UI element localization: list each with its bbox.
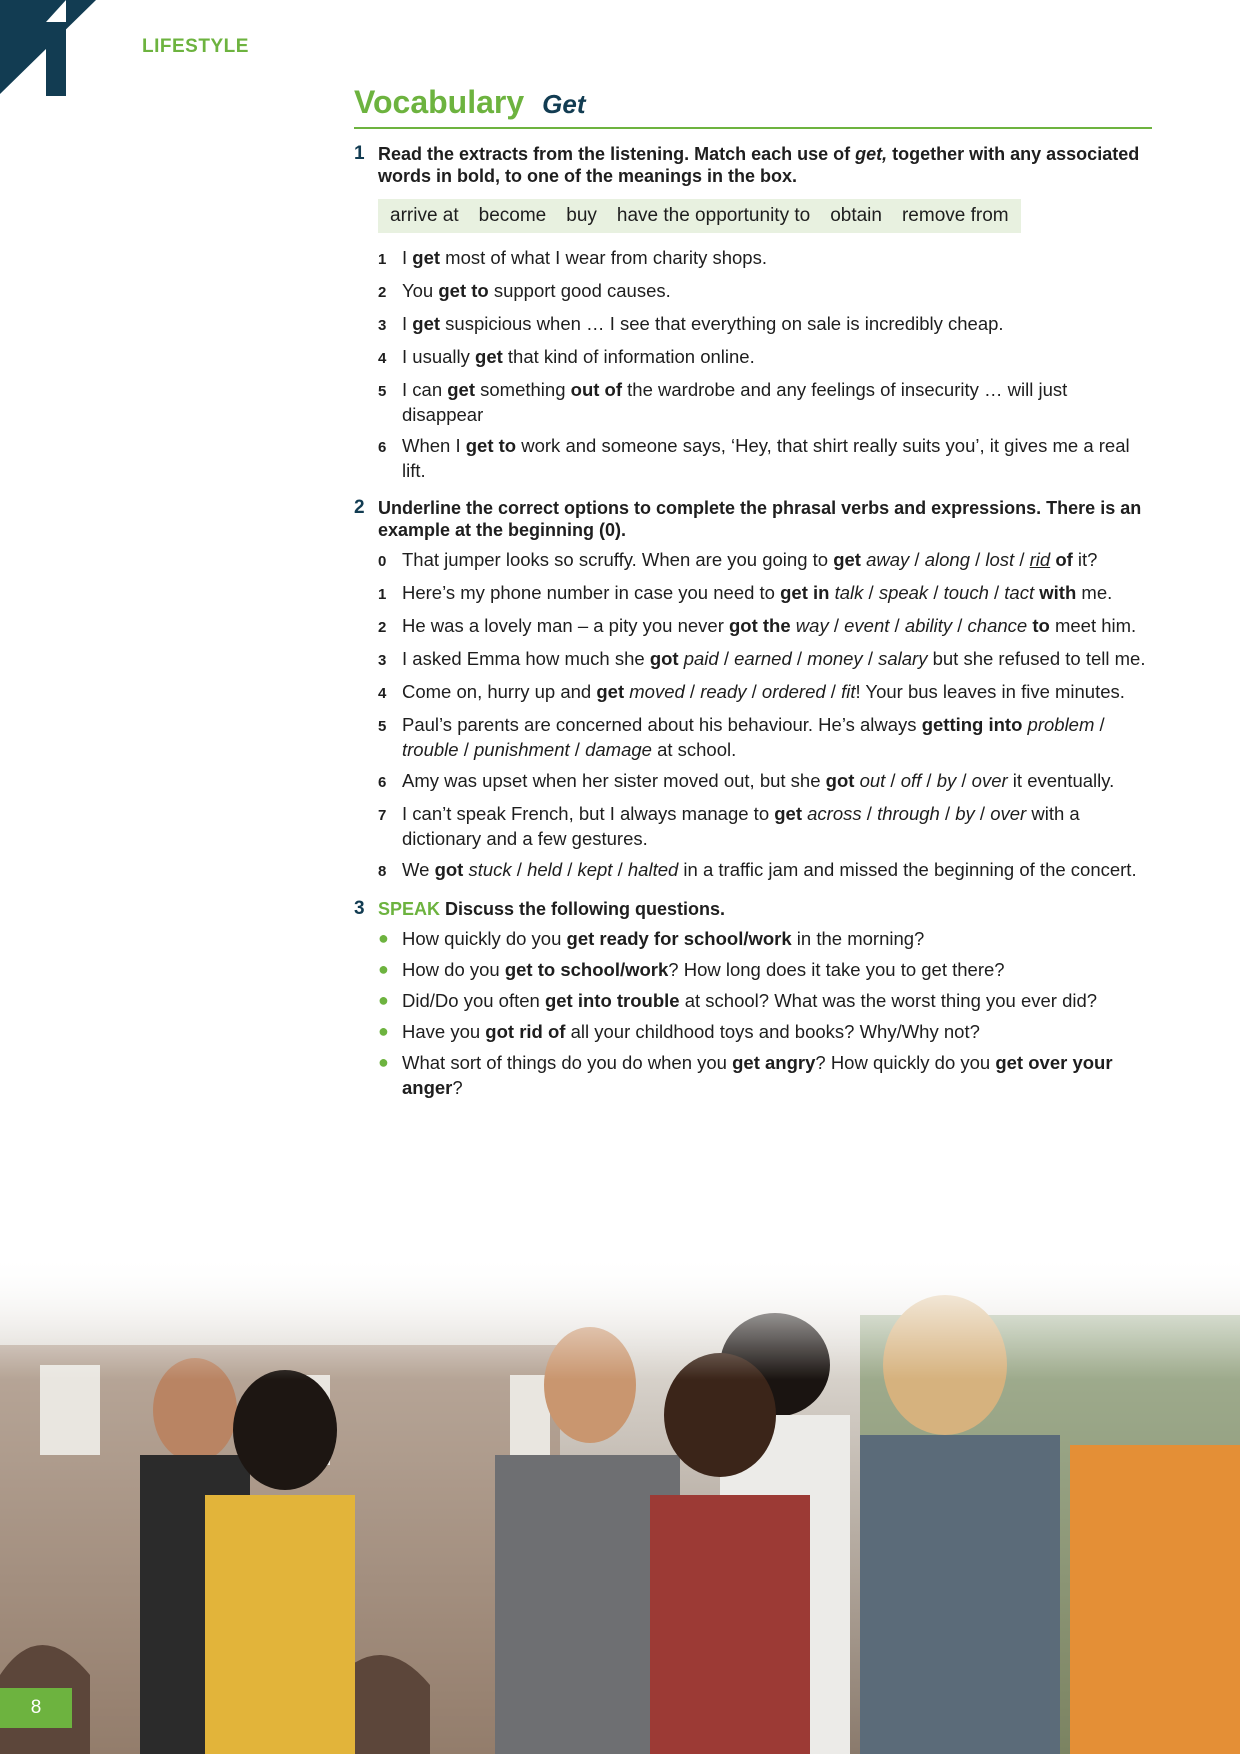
answer-option[interactable]: tact <box>1004 582 1035 603</box>
speak-label: SPEAK <box>378 899 441 919</box>
exercise-3 <box>354 898 1152 1100</box>
answer-option[interactable]: held <box>527 859 563 880</box>
bullet-icon: ● <box>378 928 389 948</box>
answer-option[interactable]: chance <box>967 615 1028 636</box>
answer-option[interactable]: lost <box>985 549 1015 570</box>
answer-option[interactable]: talk <box>834 582 864 603</box>
answer-option[interactable]: ready <box>700 681 747 702</box>
answer-option[interactable]: punishment <box>474 739 570 760</box>
answer-option[interactable]: problem <box>1027 714 1095 735</box>
list-item: 0 That jumper looks so scruffy. When are you going to get away / along / lost / rid of it? <box>378 549 1098 570</box>
exercise-number: 3 <box>354 898 365 919</box>
answer-option[interactable]: out <box>859 770 886 791</box>
answer-option[interactable]: over <box>971 770 1008 791</box>
bullet-icon: ● <box>378 1052 389 1072</box>
page-number: 8 <box>0 1688 72 1728</box>
meaning-option: buy <box>566 205 597 226</box>
answer-option[interactable]: rid <box>1029 549 1051 570</box>
answer-option[interactable]: earned <box>734 648 792 669</box>
list-item: 4 Come on, hurry up and get moved / ready / ordered / fit! Your bus leaves in five minutes. <box>378 681 1125 702</box>
exercise-1 <box>354 143 1152 483</box>
answer-option[interactable]: paid <box>683 648 719 669</box>
answer-option[interactable]: trouble <box>402 739 459 760</box>
answer-option[interactable]: kept <box>577 859 613 880</box>
bullet-icon: ● <box>378 1021 389 1041</box>
answer-option[interactable]: touch <box>943 582 989 603</box>
exercise-2 <box>354 497 1152 884</box>
meanings-box <box>378 199 1021 233</box>
answer-option[interactable]: over <box>990 803 1027 824</box>
list-item: 5 Paul’s parents are concerned about his behaviour. He’s always getting into problem / trouble / punishment / damage at school. <box>378 714 1105 760</box>
answer-option[interactable]: across <box>807 803 862 824</box>
answer-option[interactable]: by <box>955 803 975 824</box>
answer-option[interactable]: moved <box>629 681 685 702</box>
list-item: ● Have you got rid of all your childhood toys and books? Why/Why not? <box>378 1021 980 1042</box>
answer-option[interactable]: stuck <box>468 859 512 880</box>
students-photo <box>0 1255 1240 1754</box>
answer-option[interactable]: way <box>795 615 829 636</box>
list-item: 4 I usually get that kind of information online. <box>378 346 755 367</box>
bullet-icon: ● <box>378 959 389 979</box>
list-item: ● Did/Do you often get into trouble at school? What was the worst thing you ever did? <box>378 990 1098 1011</box>
ex2-item-list <box>378 547 1152 884</box>
answer-option[interactable]: salary <box>878 648 928 669</box>
list-item: 2 He was a lovely man – a pity you never got the way / event / ability / chance to meet him. <box>378 615 1137 636</box>
answer-option[interactable]: speak <box>878 582 929 603</box>
list-item: 1 I get most of what I wear from charity shops. <box>378 247 767 268</box>
meaning-option: have the opportunity to <box>616 205 811 226</box>
list-item: 5 I can get something out of the wardrobe and any feelings of insecurity … will just disappear <box>378 379 1068 425</box>
exercise-instruction: SPEAK Discuss the following questions. <box>378 899 726 919</box>
list-item: ● What sort of things do you do when you get angry? How quickly do you get over your anger? <box>378 1052 1113 1098</box>
answer-option[interactable]: event <box>844 615 890 636</box>
exercise-number: 2 <box>354 497 365 518</box>
bullet-icon: ● <box>378 990 389 1010</box>
list-item: 6 Amy was upset when her sister moved out, but she got out / off / by / over it eventually. <box>378 770 1115 791</box>
list-item: 3 I get suspicious when … I see that everything on sale is incredibly cheap. <box>378 313 1004 334</box>
answer-option[interactable]: through <box>877 803 940 824</box>
answer-option[interactable]: ordered <box>761 681 826 702</box>
list-item: 8 We got stuck / held / kept / halted in a traffic jam and missed the beginning of the concert. <box>378 859 1137 880</box>
list-item: 6 When I get to work and someone says, ‘Hey, that shirt really suits you’, it gives me a real lift. <box>378 435 1130 481</box>
meaning-option: become <box>478 205 547 226</box>
answer-option[interactable]: damage <box>585 739 652 760</box>
exercise-number: 1 <box>354 143 365 164</box>
answer-option[interactable]: away <box>866 549 910 570</box>
meaning-option: remove from <box>901 205 1009 226</box>
answer-option[interactable]: by <box>936 770 957 791</box>
unit-corner-logo <box>0 0 96 96</box>
answer-option[interactable]: halted <box>627 859 679 880</box>
list-item: 7 I can’t speak French, but I always manage to get across / through / by / over with a dictionary and a few gestures. <box>378 803 1080 849</box>
list-item: ● How do you get to school/work? How long does it take you to get there? <box>378 959 1005 980</box>
title-main: Vocabulary <box>354 84 525 120</box>
meaning-option: arrive at <box>390 205 459 226</box>
answer-option[interactable]: fit <box>841 681 856 702</box>
list-item: 3 I asked Emma how much she got paid / earned / money / salary but she refused to tell me. <box>378 648 1146 669</box>
answer-option[interactable]: money <box>807 648 863 669</box>
exercise-instruction: Underline the correct options to complete the phrasal verbs and expressions. There is an example at the beginning (0). <box>378 498 1142 540</box>
list-item: 1 Here’s my phone number in case you need to get in talk / speak / touch / tact with me. <box>378 582 1113 603</box>
page-title <box>354 84 1152 129</box>
page-content <box>354 84 1152 1100</box>
title-sub: Get <box>542 89 586 119</box>
meaning-option: obtain <box>830 205 882 226</box>
answer-option[interactable]: along <box>924 549 970 570</box>
list-item: ● How quickly do you get ready for school/work in the morning? <box>378 928 925 949</box>
answer-option[interactable]: ability <box>904 615 953 636</box>
section-tag: LIFESTYLE <box>142 36 249 57</box>
exercise-instruction: Read the extracts from the listening. Match each use of get, together with any associated words in bold, to one of the meanings in the box. <box>378 144 1140 186</box>
list-item: 2 You get to support good causes. <box>378 280 671 301</box>
answer-option[interactable]: off <box>900 770 922 791</box>
